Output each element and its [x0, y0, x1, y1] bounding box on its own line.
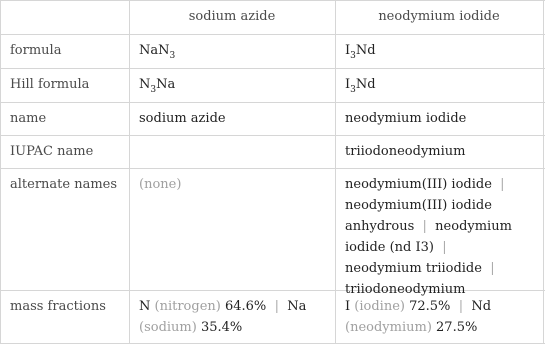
formula-sodium-azide: NaN$_3$	[139, 43, 176, 61]
alt-name-line: iodide (nd I3) |	[345, 240, 447, 255]
mass-fraction-line: (sodium) 35.4%	[139, 320, 243, 335]
alt-name-line: neodymium triiodide |	[345, 261, 495, 276]
row-divider	[0, 135, 545, 136]
column-divider-1	[129, 0, 130, 344]
alt-name-line: neodymium(III) iodide |	[345, 177, 505, 192]
mass-fraction-line: N (nitrogen) 64.6% | Na	[139, 299, 307, 314]
mass-fraction-line: (neodymium) 27.5%	[345, 320, 478, 335]
row-label-alternate-names: alternate names	[10, 177, 118, 192]
name-sodium-azide: sodium azide	[139, 111, 226, 126]
row-label-iupac-name: IUPAC name	[10, 144, 94, 159]
alternate-names-neodymium-iodide	[345, 174, 512, 300]
hill-formula-neodymium-iodide: $I_3Nd$	[345, 77, 376, 95]
alt-name-line: triiodoneodymium	[345, 282, 466, 297]
mass-fractions-sodium-azide	[139, 296, 306, 338]
table-border-left	[0, 0, 1, 344]
column-header-neodymium-iodide: neodymium iodide	[378, 9, 500, 24]
row-divider	[0, 34, 545, 35]
formula-neodymium-iodide: $I_3Nd$	[345, 43, 376, 61]
row-divider	[0, 102, 545, 103]
column-divider-2	[335, 0, 336, 344]
row-label-hill-formula: Hill formula	[10, 77, 90, 92]
mass-fraction-line: I (iodine) 72.5% | Nd	[345, 299, 492, 314]
iupac-name-neodymium-iodide: triiodoneodymium	[345, 144, 466, 159]
hill-formula-sodium-azide: $N_3Na$	[139, 77, 176, 95]
mass-fractions-neodymium-iodide	[345, 296, 491, 338]
row-divider	[0, 168, 545, 169]
table-border-top	[0, 0, 545, 1]
alternate-names-sodium-azide: (none)	[139, 177, 182, 192]
column-header-sodium-azide: sodium azide	[188, 9, 276, 24]
row-label-name: name	[10, 111, 47, 126]
alt-name-line: anhydrous | neodymium	[345, 219, 512, 234]
table-border-bottom	[0, 343, 545, 344]
alt-name-line: neodymium(III) iodide	[345, 198, 492, 213]
table-border-right	[543, 0, 544, 344]
row-label-mass-fractions: mass fractions	[10, 299, 106, 314]
row-label-formula: formula	[10, 43, 62, 58]
row-divider	[0, 68, 545, 69]
name-neodymium-iodide: neodymium iodide	[345, 111, 467, 126]
